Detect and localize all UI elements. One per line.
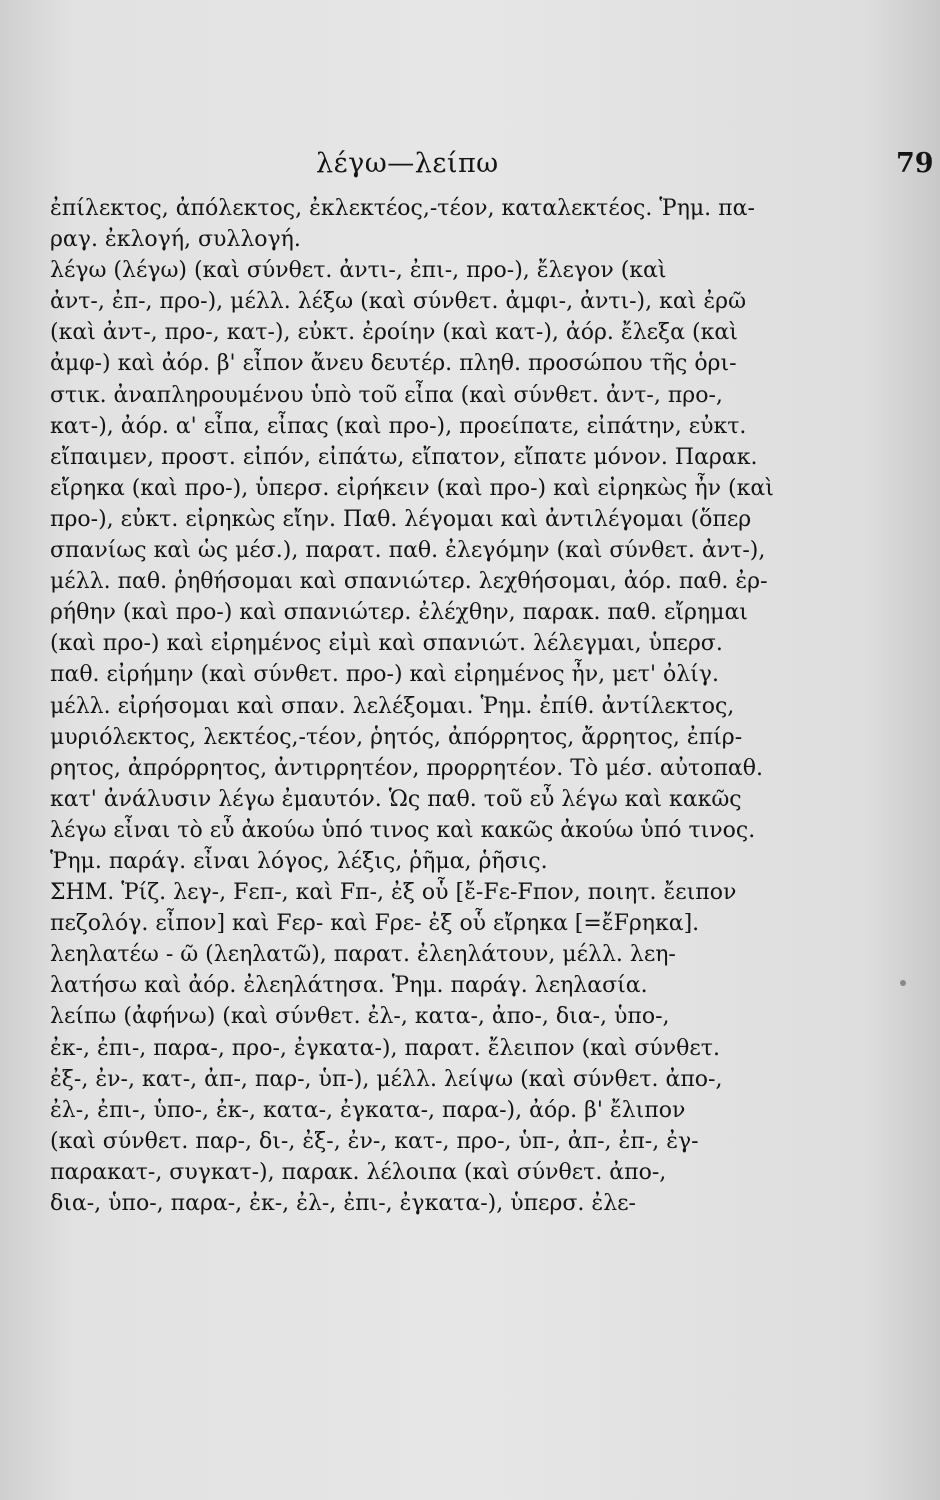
text-line: μέλλ. εἰρήσομαι καὶ σπαν. λελέξομαι. Ῥημ. ἐπίθ. ἀντίλεκτος, [50,693,735,719]
text-line: πεζολόγ. εἶπον] καὶ Fερ- καὶ Fρε- ἐξ οὗ εἴρηκα [=ἔFρηκα]. [50,911,700,937]
text-line: λεηλατέω - ῶ (λεηλατῶ), παρατ. ἐλεηλάτουν, μέλλ. λεη- [50,942,676,968]
text-line: ἀμφ-) καὶ ἀόρ. β' εἶπον ἄνευ δευτέρ. πληθ. προσώπου τῆς ὁρι- [50,351,737,377]
text-line: ΣΗΜ. Ῥίζ. λεγ-, Fεπ-, καὶ Fπ-, ἐξ οὗ [ἔ-Fε-Fπον, ποιητ. ἔειπον [50,880,737,906]
text-line: λέγω (λέγω) (καὶ σύνθετ. ἀντι-, ἐπι-, προ-), ἔλεγον (καὶ [50,258,667,284]
page-title: λέγω—λείπω [316,148,499,179]
text-line: (καὶ σύνθετ. παρ-, δι-, ἐξ-, ἐν-, κατ-, προ-, ὑπ-, ἀπ-, ἐπ-, ἐγ- [50,1128,699,1154]
text-line: μέλλ. παθ. ῥηθήσομαι καὶ σπανιώτερ. λεχθήσομαι, ἀόρ. παθ. ἐρ- [50,569,768,595]
text-line: κατ' ἀνάλυσιν λέγω ἐμαυτόν. Ὡς παθ. τοῦ εὖ λέγω καὶ κακῶς [50,786,742,812]
text-line: ἐξ-, ἐν-, κατ-, ἀπ-, παρ-, ὑπ-), μέλλ. λείψω (καὶ σύνθετ. ἀπο-, [50,1066,723,1092]
text-line: σπανίως καὶ ὡς μέσ.), παρατ. παθ. ἐλεγόμην (καὶ σύνθετ. ἀντ-), [50,538,766,564]
text-line: προ-), εὐκτ. εἰρηκὼς εἴην. Παθ. λέγομαι καὶ ἀντιλέγομαι (ὅπερ [50,506,752,532]
text-line: παρακατ-, συγκατ-), παρακ. λέλοιπα (καὶ σύνθετ. ἀπο-, [50,1159,667,1185]
text-line: ρήθην (καὶ προ-) καὶ σπανιώτερ. ἐλέχθην, παρακ. παθ. εἴρημαι [50,600,748,626]
text-line: (καὶ ἀντ-, προ-, κατ-), εὐκτ. ἐροίην (καὶ κατ-), ἀόρ. ἔλεξα (καὶ [50,320,738,346]
text-line: εἴπαιμεν, προστ. εἰπόν, εἰπάτω, εἴπατον, εἴπατε μόνον. Παρακ. [50,444,758,470]
text-line: λατήσω καὶ ἀόρ. ἐλεηλάτησα. Ῥημ. παράγ. λεηλασία. [50,973,648,999]
text-line: ἐπίλεκτος, ἀπόλεκτος, ἐκλεκτέος,-τέον, καταλεκτέος. Ῥημ. πα- [50,196,755,221]
text-line: ἀντ-, ἐπ-, προ-), μέλλ. λέξω (καὶ σύνθετ. ἀμφι-, ἀντι-), καὶ ἐρῶ [50,289,747,315]
text-line: στικ. ἀναπληρουμένου ὑπὸ τοῦ εἶπα (καὶ σύνθετ. ἀντ-, προ-, [50,382,723,408]
text-line: δια-, ὑπο-, παρα-, ἐκ-, ἐλ-, ἐπι-, ἐγκατα-), ὑπερσ. ἐλε- [50,1191,636,1216]
text-line: Ῥημ. παράγ. εἶναι λόγος, λέξις, ῥῆμα, ῥῆσις. [50,848,548,874]
text-line: ρητος, ἀπρόρρητος, ἀντιρρητέον, προρρητέον. Τὸ μέσ. αὐτοπαθ. [50,755,764,781]
text-line: ἐλ-, ἐπι-, ὑπο-, ἐκ-, κατα-, ἐγκατα-, παρα-), ἀόρ. β' ἔλιπον [50,1097,686,1123]
text-line: ἐκ-, ἐπι-, παρα-, προ-, ἐγκατα-), παρατ. ἔλειπον (καὶ σύνθετ. [50,1035,720,1061]
paper-speck [900,980,906,986]
text-line: ραγ. ἐκλογή, συλλογή. [50,227,301,253]
text-line: (καὶ προ-) καὶ εἰρημένος εἰμὶ καὶ σπανιώτ. λέλεγμαι, ὑπερσ. [50,631,723,657]
text-line: κατ-), ἀόρ. α' εἶπα, εἶπας (καὶ προ-), προείπατε, εἰπάτην, εὐκτ. [50,413,747,439]
text-line: παθ. εἰρήμην (καὶ σύνθετ. προ-) καὶ εἰρημένος ἦν, μετ' ὀλίγ. [50,662,719,688]
text-line: εἴρηκα (καὶ προ-), ὑπερσ. εἰρήκειν (καὶ προ-) καὶ εἰρηκὼς ἦν (καὶ [50,475,774,501]
text-line: λείπω (ἀφήνω) (καὶ σύνθετ. ἐλ-, κατα-, ἀπο-, δια-, ὑπο-, [50,1004,670,1030]
running-head [0,148,940,188]
page-number: 79 [896,148,934,179]
body-text [50,193,920,1219]
text-line: λέγω εἶναι τὸ εὖ ἀκούω ὑπό τινος καὶ κακῶς ἀκούω ὑπό τινος. [50,817,756,843]
text-line: μυριόλεκτος, λεκτέος,-τέον, ῥητός, ἀπόρρητος, ἄρρητος, ἐπίρ- [50,724,743,750]
